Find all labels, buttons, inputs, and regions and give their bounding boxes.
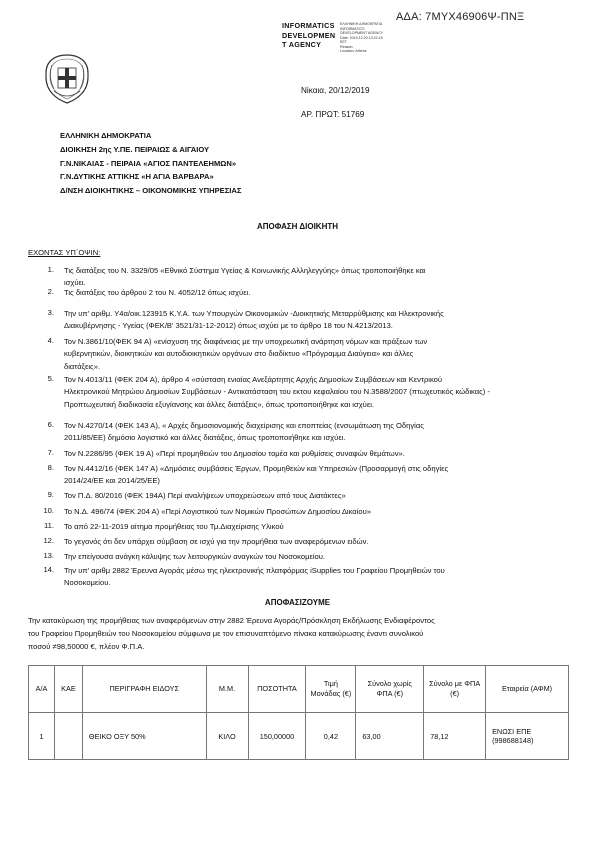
cell-unit: ΚΙΛΟ xyxy=(206,713,248,760)
greek-emblem-icon xyxy=(40,51,94,105)
protocol-number: ΑΡ. ΠΡΩΤ: 51769 xyxy=(301,110,365,119)
clause-line: Τον Ν.4270/14 (ΦΕΚ 143 Α), « Αρχές δημοσιονομικής διαχείρισης και εποπτείας (ενσωμάτωση της Οδηγίας xyxy=(64,421,424,430)
document-date: Νίκαια, 20/12/2019 xyxy=(301,86,370,95)
clause-number: 11. xyxy=(44,521,54,530)
ada-code: ΑΔΑ: 7ΜΥΧ46906Ψ-ΠΝΞ xyxy=(396,11,525,23)
award-table xyxy=(28,665,569,760)
table-header-row xyxy=(29,666,569,713)
clause-text xyxy=(64,463,554,488)
authority-line: Δ/ΝΣΗ ΔΙΟΙΚΗΤΙΚΗΣ – ΟΙΚΟΝΟΜΙΚΗΣ ΥΠΗΡΕΣΙΑΣ xyxy=(60,186,242,196)
clause-text xyxy=(64,448,554,460)
clause-text xyxy=(64,308,554,333)
cell-total-with-vat: 78,12 xyxy=(424,713,486,760)
clause-line: Ηλεκτρονικού Μητρώου Δημοσίων Συμβάσεων - Αντικατάσταση του εκτου κεφαλαίου του Ν.3588/2007 (πτωχευτικός κώδικας) - xyxy=(64,387,490,397)
cell-kae xyxy=(54,713,82,760)
clause-line: Προπτωχευτική διαδικασία εξυγίανσης και άλλες διατάξεις», όπως τροποποιήθηκε και ισχύει. xyxy=(64,399,375,409)
col-header-quantity: ΠΟΣΟΤΗΤΑ xyxy=(248,666,306,713)
clause-number: 1. xyxy=(47,265,54,274)
authority-line: Γ.Ν.ΝΙΚΑΙΑΣ - ΠΕΙΡΑΙΑ «ΑΓΙΟΣ ΠΑΝΤΕΛΕΗΜΩΝ» xyxy=(60,158,237,168)
clause-line: Τις διατάξεις του άρθρου 2 του Ν. 4052/12 όπως ισχύει. xyxy=(64,288,251,297)
decision-line: Την κατακύρωση της προμήθειας των αναφερόμενων στην 2882 Έρευνα Αγοράς/Πρόσκληση Εκδήλωσης Ενδιαφέροντος xyxy=(28,616,435,625)
authority-line: ΕΛΛΗΝΙΚΗ ΔΗΜΟΚΡΑΤΙΑ xyxy=(60,131,152,140)
clause-text xyxy=(64,490,554,502)
authority-block xyxy=(60,129,241,198)
clause-number: 7. xyxy=(47,448,54,457)
clause-number: 5. xyxy=(47,374,54,383)
clause-number: 9. xyxy=(47,490,54,499)
col-header-description: ΠΕΡΙΓΡΑΦΗ ΕΙΔΟΥΣ xyxy=(82,666,206,713)
col-header-unit: Μ.Μ. xyxy=(206,666,248,713)
cell-description: ΘΕΙΚΟ ΟΞΥ 50% xyxy=(82,713,206,760)
clause-number: 8. xyxy=(47,463,54,472)
clause-line: Νοσοκομείου. xyxy=(64,578,111,588)
cell-total-no-vat: 63,00 xyxy=(356,713,424,760)
clause-number: 12. xyxy=(43,536,54,545)
clause-line: Το γεγονός ότι δεν υπάρχει σύμβαση σε ισχύ για την προμήθεια των αναφερόμενων ειδών. xyxy=(64,537,369,546)
clause-text xyxy=(64,521,554,533)
clause-line: Διακυβέρνησης - Υγείας (ΦΕΚ/Β' 3521/31-12-2012) όπως ισχύει με το άρθρο 18 του Ν.4213/2013. xyxy=(64,321,393,331)
clause-text xyxy=(64,287,554,299)
decision-line: ποσού ≠98,50000 €, πλέον Φ.Π.Α. xyxy=(28,642,145,652)
clause-text xyxy=(64,420,554,445)
col-header-total-with-vat: Σύνολο με ΦΠΑ (€) xyxy=(424,666,486,713)
clause-line: Το Ν.Δ. 496/74 (ΦΕΚ 204 Α) «Περί Λογιστικού των Νομικών Προσώπων Δημοσίου Δικαίου» xyxy=(64,507,371,516)
clause-number: 6. xyxy=(47,420,54,429)
clause-line: Τις διατάξεις του Ν. 3329/05 «Εθνικό Σύστημα Υγείας & Κοινωνικής Αλληλεγγύης» όπως τροποποιήθηκε και xyxy=(64,266,426,275)
clause-number: 10. xyxy=(43,506,54,515)
col-header-unit-price: Τιμή Μονάδας (€) xyxy=(306,666,356,713)
clause-line: Την υπ' αριθμ. Υ4α/οικ.123915 Κ.Υ.Α. των Υπουργών Οικονομικών -Διοικητικής Μεταρρύθμισης και Ηλεκτρονικής xyxy=(64,309,444,318)
decision-heading: ΑΠΟΦΑΣΙΖΟΥΜΕ xyxy=(264,598,331,607)
clause-text xyxy=(64,565,554,590)
clause-line: Τον Π.Δ. 80/2016 (ΦΕΚ 194Α) Περί αναλήψεων υποχρεώσεων από τους Διατάκτες» xyxy=(64,491,346,500)
table-row xyxy=(29,713,569,760)
clause-line: Την επείγουσα ανάγκη κάλυψης των λειτουργικών αναγκών του Νοσοκομείου. xyxy=(64,552,326,561)
decision-paragraph xyxy=(28,614,568,654)
clause-line: 2011/85/ΕΕ) δημόσιο λογιστικό και άλλες διατάξεις, όπως τροποποιήθηκε και ισχύει. xyxy=(64,433,346,443)
col-header-company: Εταιρεία (ΑΦΜ) xyxy=(486,666,569,713)
clause-line: κυβερνητικών, διοικητικών και αυτοδιοικητικών οργάνων στο διαδίκτυο «Πρόγραμμα Διαύγεια» και άλλες xyxy=(64,349,414,359)
clause-number: 3. xyxy=(47,308,54,317)
col-header-aa: Α/Α xyxy=(29,666,55,713)
authority-line: Γ.Ν.ΔΥΤΙΚΗΣ ΑΤΤΙΚΗΣ «Η ΑΓΙΑ ΒΑΡΒΑΡΑ» xyxy=(60,172,214,182)
clause-line: διατάξεις». xyxy=(64,361,101,371)
col-header-total-no-vat: Σύνολο χωρίς ΦΠΑ (€) xyxy=(356,666,424,713)
clause-line: 2014/24/ΕΕ και 2014/25/ΕΕ) xyxy=(64,476,160,486)
clause-text xyxy=(64,336,554,373)
ida-signature-logo xyxy=(282,21,402,61)
clause-line: Τον Ν.2286/95 (ΦΕΚ 19 Α) «Περί προμηθειών του Δημοσίου τομέα και ρυθμίσεις συναφών θεμάτων». xyxy=(64,449,405,458)
clause-number: 4. xyxy=(47,336,54,345)
cell-quantity: 150,00000 xyxy=(248,713,306,760)
ida-logo-text: INFORMATICS DEVELOPMEN T AGENCY xyxy=(282,21,336,50)
clause-line: Τον Ν.4412/16 (ΦΕΚ 147 Α) «Δημόσιες συμβάσεις Έργων, Προμηθειών και Υπηρεσιών (Προσαρμογή στις οδηγίες xyxy=(64,464,449,473)
cell-aa: 1 xyxy=(29,713,55,760)
clause-line: Τον Ν.3861/10(ΦΕΚ 94 Α) «ενίσχυση της διαφάνειας με την υποχρεωτική ανάρτηση νόμων και πράξεων των xyxy=(64,337,428,346)
clause-text xyxy=(64,551,554,563)
clause-number: 13. xyxy=(43,551,54,560)
cell-unit-price: 0,42 xyxy=(306,713,356,760)
decision-line: του Γραφείου Προμηθειών του Νοσοκομείου σύμφωνα με τον επισυναπτόμενο πίνακα κατακύρωσης έναντι συνολικού xyxy=(28,629,424,639)
cell-company: ΕΝΩΣΙ ΕΠΕ (998688148) xyxy=(486,713,569,760)
digital-signature-details: ΕΛΛΗΝΙΚΗ ΔΗΜΟΚΡΑΤΙΑ INFORMATICS DEVELOPMENT AGENCY Date: 2019.12.20 13:22:15 EET Reason: Location: Athens xyxy=(340,22,384,53)
considerations-heading: ΕΧΟΝΤΑΣ ΥΠ΄ΟΨΙΝ: xyxy=(28,248,101,257)
clause-line: Την υπ' αριθμ 2882 Έρευνα Αγοράς μέσω της ηλεκτρονικής πλατφόρμας iSupplies του Γραφείου Προμηθειών του xyxy=(64,566,445,575)
clause-text xyxy=(64,536,554,548)
document-title: ΑΠΟΦΑΣΗ ΔΙΟΙΚΗΤΗ xyxy=(256,222,339,231)
col-header-kae: ΚΑΕ xyxy=(54,666,82,713)
clause-text xyxy=(64,374,554,411)
clause-number: 14. xyxy=(43,565,54,574)
clause-line: Τον Ν.4013/11 (ΦΕΚ 204 Α), άρθρο 4 «σύσταση ενιαίας Ανεξάρτητης Αρχής Δημοσίων Συμβάσεων και Κεντρικού xyxy=(64,375,443,384)
clause-line: ισχύει. xyxy=(64,278,86,288)
clause-number: 2. xyxy=(47,287,54,296)
clause-text xyxy=(64,506,554,518)
authority-line: ΔΙΟΙΚΗΣΗ 2ης Υ.ΠΕ. ΠΕΙΡΑΙΩΣ & ΑΙΓΑΙΟΥ xyxy=(60,144,210,154)
clause-line: Το από 22-11-2019 αίτημα προμήθειας του Τμ.Διαχείρισης Υλικού xyxy=(64,522,284,531)
